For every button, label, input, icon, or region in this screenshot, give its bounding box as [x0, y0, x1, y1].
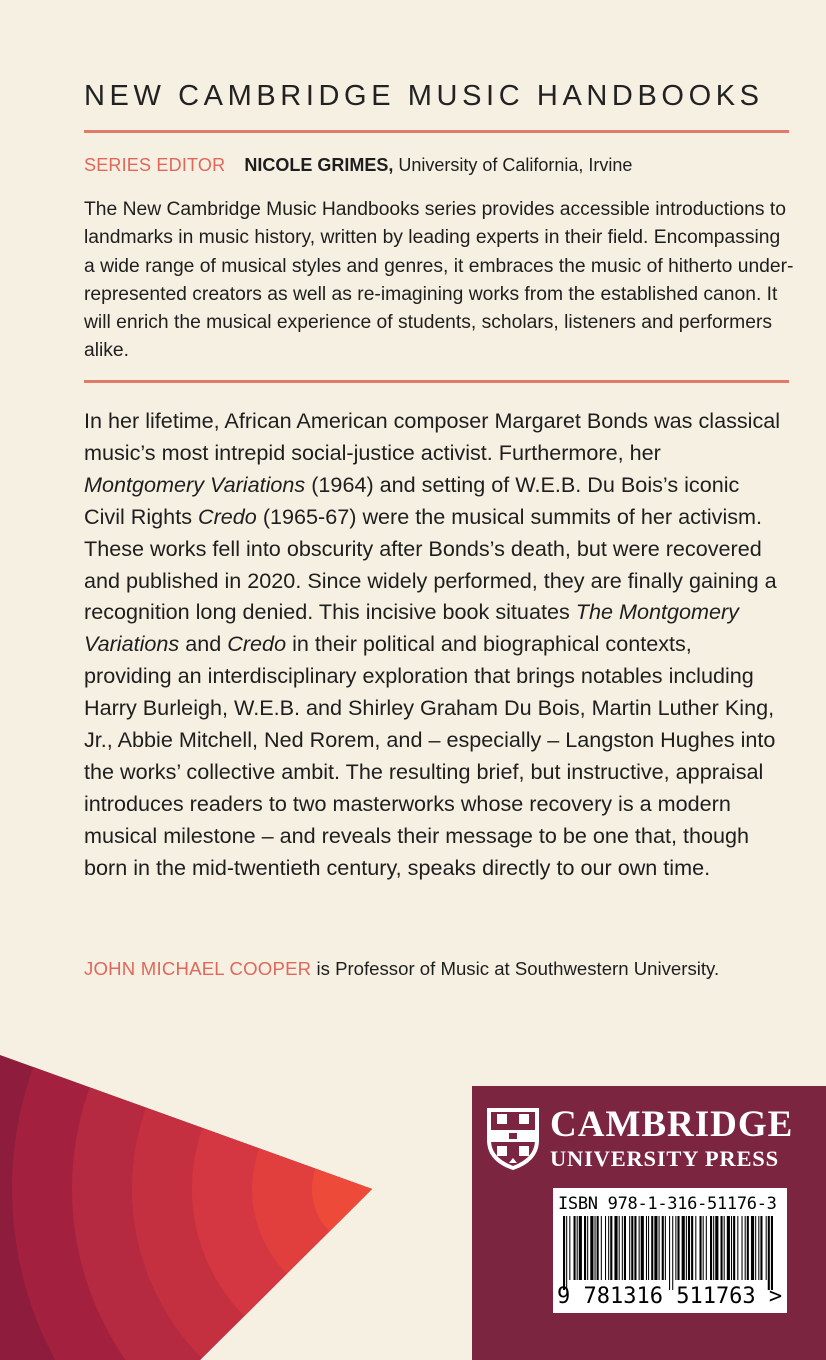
barcode-bar [605, 1216, 606, 1280]
middle-rule [84, 380, 789, 383]
work-title: Credo [198, 503, 257, 529]
series-title: NEW CAMBRIDGE MUSIC HANDBOOKS [84, 80, 764, 112]
barcode-bar [639, 1216, 640, 1280]
barcode-bar [706, 1216, 707, 1280]
barcode-bar [595, 1216, 596, 1280]
barcode-bar [700, 1216, 702, 1280]
barcode-bar [758, 1216, 759, 1280]
barcode-bar [721, 1216, 723, 1280]
barcode-bar [577, 1216, 578, 1280]
barcode-bar [614, 1216, 617, 1280]
series-editor-label: SERIES EDITOR [84, 155, 226, 175]
barcode-bar [624, 1216, 626, 1280]
barcode-bar [574, 1216, 576, 1280]
work-title: The Montgomery Variations [84, 599, 739, 657]
barcode-bar [651, 1216, 653, 1280]
publisher-name: CAMBRIDGE [550, 1104, 794, 1145]
blurb-paragraph: In her lifetime, African American composer Margaret Bonds was classical music’s most intrepid social-justice activist. Furthermore, her Montgomery Variations (1964) and setting of W.E.B. Du Bois’s iconic Civil Rights Credo (1965-67) were the musical summits of her activism. These works fell into obscurity after Bonds’s death, but were recovered and published in 2020. Since widely performed, they are finally gaining a recognition long denied. This incisive book situates The Montgomery Variations and Credo in their political and biographical contexts, providing an interdisciplinary exploration that brings notables including Harry Burleigh, W.E.B. and Shirley Graham Du Bois, Martin Luther King, Jr., Abbie Mitchell, Ned Rorem, and – especially – Langston Hughes into the works’ collective ambit. The resulting brief, but instructive, appraisal introduces readers to two masterworks whose recovery is a modern musical milestone – and reveals their message to be one that, though born in the mid-twentieth century, speaks directly to our own time. [84, 408, 781, 880]
barcode-bar [590, 1216, 593, 1280]
barcode-bar [634, 1216, 636, 1280]
barcode-digits: 9 781316 511763 > [557, 1284, 783, 1309]
barcode-bar [563, 1216, 565, 1290]
author-bio-text: is Professor of Music at Southwestern University. [311, 958, 720, 979]
barcode-bar [584, 1216, 586, 1280]
barcode-bar [751, 1216, 754, 1280]
barcode-bar [669, 1216, 670, 1290]
barcode-bar [760, 1216, 762, 1280]
barcode-bar [648, 1216, 649, 1280]
barcode-bar [659, 1216, 660, 1280]
barcode-bar [579, 1216, 582, 1280]
isbn-label: ISBN 978-1-316-51176-3 [558, 1194, 777, 1214]
barcode-bar [608, 1216, 609, 1280]
barcode-bar [715, 1216, 718, 1280]
barcode-bar [672, 1216, 673, 1290]
series-description: The New Cambridge Music Handbooks series provides accessible introductions to landmarks in music history, written by leading experts in their field. Encompassing a wide range of musical styles and genres, it embraces the music of hitherto under-represented creators as well as re-imagining works from the established canon. It will enrich the musical experience of students, scholars, listeners and performers alike. [84, 199, 794, 362]
barcode-bar [724, 1216, 725, 1280]
barcode-bar [691, 1216, 693, 1280]
author-name: JOHN MICHAEL COOPER [84, 958, 312, 979]
barcode-bar [646, 1216, 647, 1280]
author-bio [84, 958, 719, 980]
university-crest-icon [485, 1106, 541, 1172]
book-blurb [84, 405, 784, 884]
barcode-bar [747, 1216, 749, 1280]
barcode-bar [768, 1216, 770, 1290]
barcode-bar [703, 1216, 704, 1280]
barcode-bar [665, 1216, 666, 1280]
work-title: Montgomery Variations [84, 471, 306, 497]
barcode-bar [631, 1216, 633, 1280]
barcode-bar [713, 1216, 714, 1280]
barcode-bar [710, 1216, 712, 1280]
barcode-bar [682, 1216, 685, 1280]
top-rule [84, 130, 789, 133]
barcode [563, 1216, 777, 1290]
barcode-bar [727, 1216, 730, 1280]
barcode-bar [737, 1216, 738, 1280]
barcode-bar [686, 1216, 687, 1280]
barcode-bar [733, 1216, 735, 1280]
barcode-bar [688, 1216, 690, 1280]
barcode-bar [566, 1216, 567, 1290]
barcode-bar [622, 1216, 623, 1280]
barcode-bar [662, 1216, 664, 1280]
barcode-bar [587, 1216, 588, 1280]
barcode-bar [745, 1216, 746, 1280]
work-title: Credo [227, 631, 287, 657]
barcode-bar [742, 1216, 743, 1280]
barcode-bar [569, 1216, 570, 1280]
barcode-bar [755, 1216, 756, 1280]
barcode-bar [619, 1216, 620, 1280]
barcode-bar [641, 1216, 644, 1280]
barcode-bar [675, 1216, 676, 1280]
barcode-bar [731, 1216, 732, 1280]
series-editor-name: NICOLE GRIMES, [244, 155, 394, 175]
barcode-bar [597, 1216, 599, 1280]
barcode-bar [766, 1216, 767, 1280]
series-editor-affiliation: University of California, Irvine [398, 155, 633, 175]
decorative-wedge [0, 1055, 400, 1360]
series-editor [84, 155, 632, 176]
barcode-bar [601, 1216, 602, 1280]
barcode-bar [695, 1216, 696, 1280]
barcode-bar [677, 1216, 679, 1280]
publisher-subtitle: UNIVERSITY PRESS [550, 1146, 779, 1171]
barcode-bar [771, 1216, 773, 1290]
barcode-bar [629, 1216, 630, 1280]
barcode-bar [654, 1216, 657, 1280]
barcode-bar [610, 1216, 612, 1280]
